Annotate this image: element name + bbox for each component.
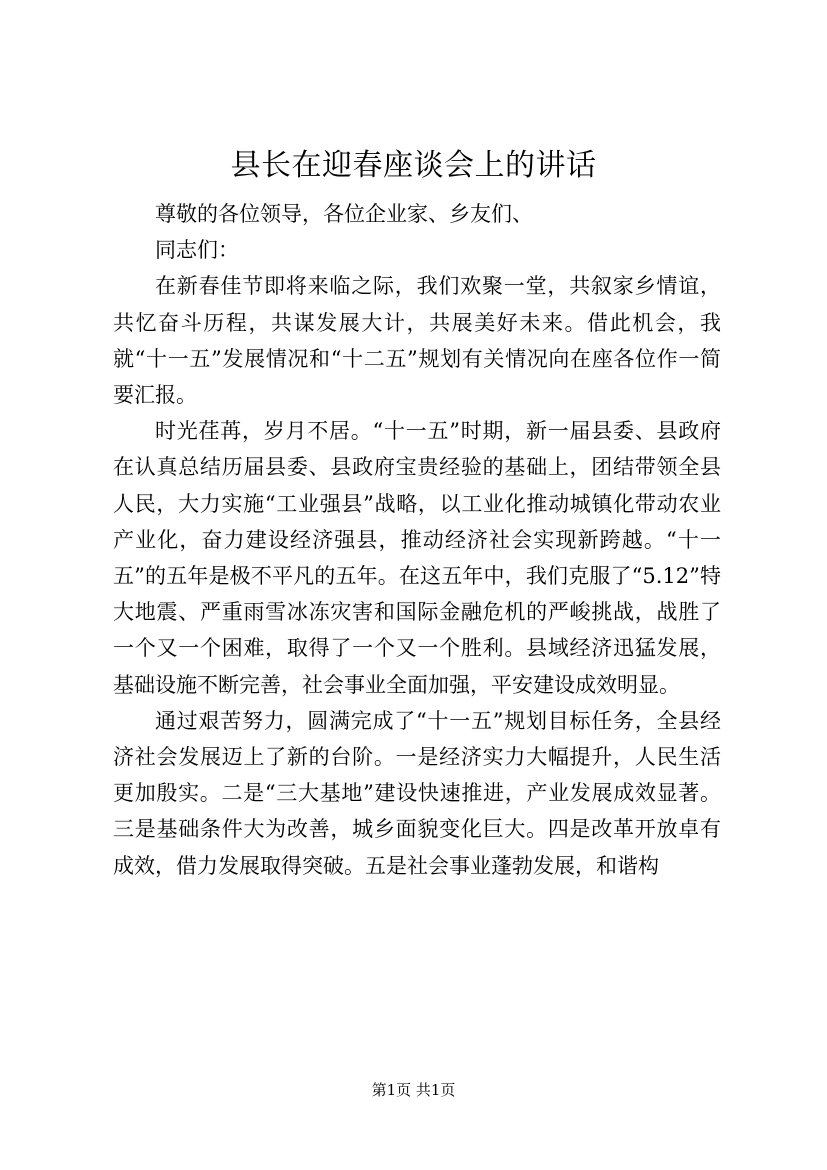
document-body (113, 196, 721, 884)
salutation-line: 同志们： (155, 238, 239, 263)
salutation-line: 尊敬的各位领导，各位企业家、乡友们、 (155, 202, 533, 226)
body-paragraph: 时光荏苒，岁月不居。“十一五”时期，新一届县委、县政府在认真总结历届县委、县政府宝贵经验的基础上，团结带领全县人民，大力实施“工业强县”战略，以工业化推动城镇化带动农业产业化，奋力建设经济强县，推动经济社会实现新跨越。“十一五”的五年是极不平凡的五年。在这五年中，我们克服了“5.12”特大地震、严重雨雪冰冻灾害和国际金融危机的严峻挑战，战胜了一个又一个困难，取得了一个又一个胜利。县域经济迅猛发展，基础设施不断完善，社会事业全面加强，平安建设成效明显。 (113, 419, 721, 697)
page-title: 县长在迎春座谈会上的讲话 (230, 148, 597, 183)
page-footer: 第1页 共1页 (371, 1081, 456, 1099)
body-paragraph: 通过艰苦努力，圆满完成了“十一五”规划目标任务，全县经济社会发展迈上了新的台阶。一是经济实力大幅提升，人民生活更加殷实。二是“三大基地”建设快速推进，产业发展成效显著。三是基础条件大为改善，城乡面貌变化巨大。四是改革开放卓有成效，借力发展取得突破。五是社会事业蓬勃发展，和谐构 (113, 708, 721, 878)
body-paragraph: 在新春佳节即将来临之际，我们欢聚一堂，共叙家乡情谊，共忆奋斗历程，共谋发展大计，共展美好未来。借此机会，我就“十一五”发展情况和“十二五”规划有关情况向在座各位作一简要汇报。 (113, 274, 721, 408)
